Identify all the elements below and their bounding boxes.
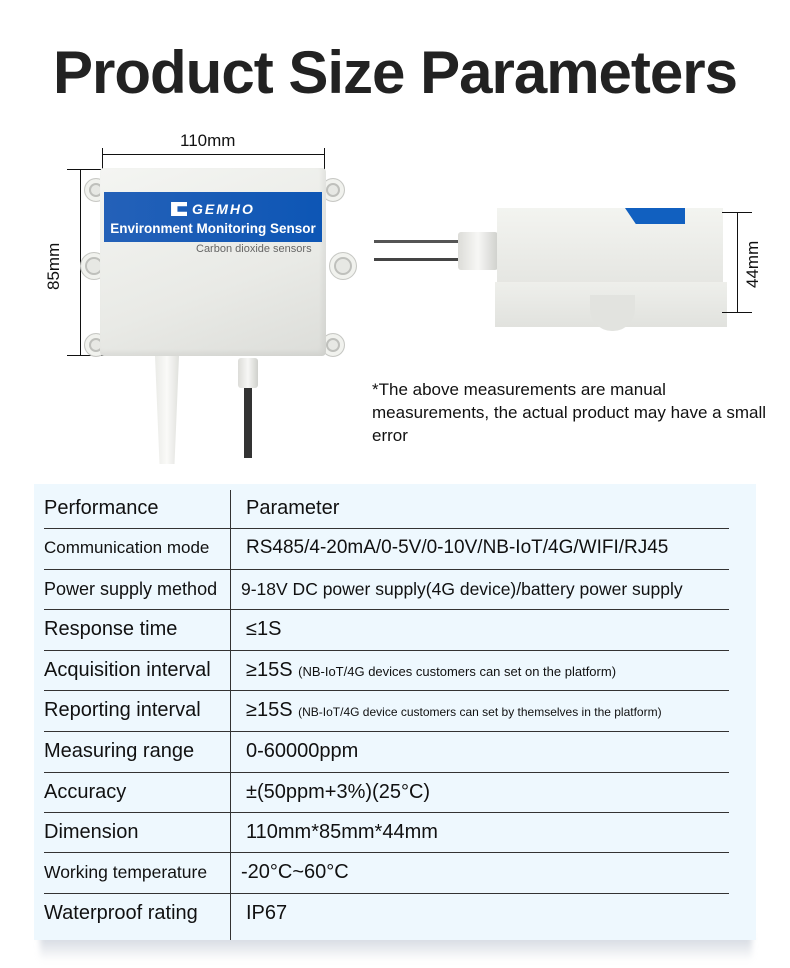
header-performance: Performance bbox=[44, 497, 159, 519]
row-label: Waterproof rating bbox=[44, 902, 198, 924]
table-row bbox=[34, 690, 756, 730]
row-label: Reporting interval bbox=[44, 699, 201, 721]
row-label: Working temperature bbox=[44, 862, 208, 882]
row-value: IP67 bbox=[246, 902, 288, 924]
row-label: Power supply method bbox=[44, 579, 218, 599]
cable-gland bbox=[458, 232, 498, 270]
row-value-group bbox=[246, 650, 616, 692]
row-value: 110mm*85mm*44mm bbox=[246, 821, 438, 843]
sensor-probe bbox=[152, 356, 182, 464]
row-value: 9-18V DC power supply(4G device)/battery power supply bbox=[241, 579, 683, 599]
header-parameter: Parameter bbox=[246, 497, 340, 519]
height-dimension-label: 85mm bbox=[44, 242, 63, 290]
table-header-row bbox=[34, 488, 756, 528]
brand-logo bbox=[104, 201, 322, 217]
table-row bbox=[34, 569, 756, 609]
table-row bbox=[34, 893, 756, 933]
width-dimension-label: 110mm bbox=[180, 131, 236, 150]
row-value: RS485/4-20mA/0-5V/0-10V/NB-IoT/4G/WIFI/RJ45 bbox=[246, 537, 669, 558]
depth-dimension-label: 44mm bbox=[743, 240, 762, 288]
row-value: ±(50ppm+3%)(25°C) bbox=[246, 781, 431, 803]
row-value: -20°C~60°C bbox=[241, 861, 349, 883]
depth-dimension-line bbox=[737, 212, 738, 312]
product-subtitle: Carbon dioxide sensors bbox=[196, 243, 312, 255]
product-name: Environment Monitoring Sensor bbox=[110, 221, 316, 236]
row-label: Communication mode bbox=[44, 538, 210, 557]
cable-gland bbox=[238, 358, 258, 388]
parameter-table bbox=[34, 484, 756, 940]
gemho-logo-icon bbox=[171, 202, 187, 216]
measurement-note: *The above measurements are manual measurements, the actual product may have a small error bbox=[372, 380, 767, 445]
row-label: Accuracy bbox=[44, 781, 127, 803]
table-row bbox=[34, 852, 756, 892]
row-value: 0-60000ppm bbox=[246, 740, 359, 762]
row-label: Response time bbox=[44, 618, 178, 640]
product-label-band bbox=[104, 192, 322, 242]
row-value-group bbox=[246, 690, 662, 732]
row-value-note: (NB-IoT/4G device customers can set by themselves in the platform) bbox=[298, 705, 662, 719]
row-value: ≤1S bbox=[246, 618, 282, 640]
table-row bbox=[34, 528, 756, 568]
brand-name: GEMHO bbox=[192, 201, 255, 217]
depth-dimension-tick-bottom bbox=[722, 312, 752, 313]
table-row bbox=[34, 731, 756, 771]
row-label: Measuring range bbox=[44, 740, 195, 762]
table-row bbox=[34, 772, 756, 812]
cable bbox=[244, 388, 252, 458]
row-value-note: (NB-IoT/4G devices customers can set on the platform) bbox=[298, 664, 617, 679]
row-value: ≥15S bbox=[246, 699, 293, 721]
row-label: Acquisition interval bbox=[44, 659, 211, 681]
table-row bbox=[34, 812, 756, 852]
page-title: Product Size Parameters bbox=[53, 39, 737, 106]
row-label: Dimension bbox=[44, 821, 139, 843]
table-row bbox=[34, 609, 756, 649]
sensor-side-body bbox=[497, 208, 723, 290]
table-row bbox=[34, 650, 756, 690]
mount-hole bbox=[329, 252, 357, 280]
width-dimension-line bbox=[102, 154, 324, 155]
row-value: ≥15S bbox=[246, 659, 293, 681]
